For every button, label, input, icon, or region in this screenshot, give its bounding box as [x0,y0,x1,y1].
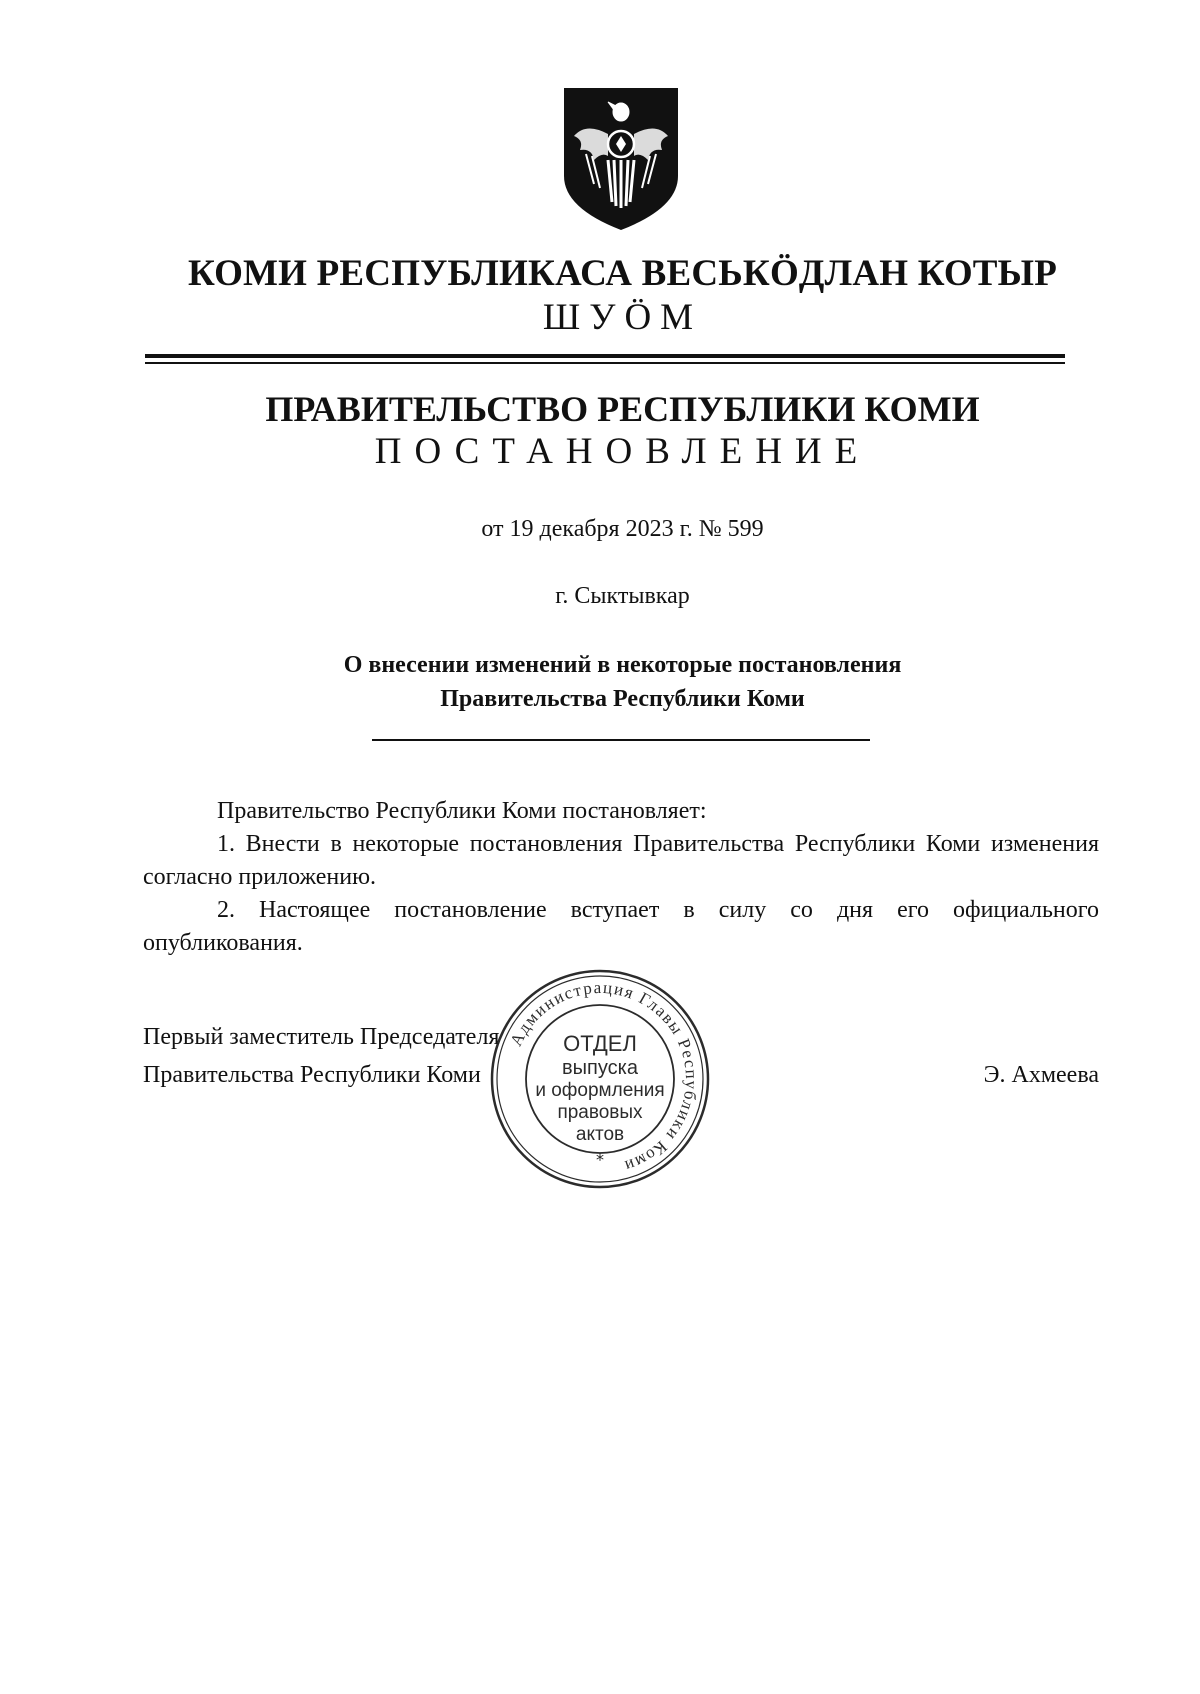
seal-center-line-1: ОТДЕЛ [563,1031,637,1056]
document-subject [0,648,1200,716]
komi-government-title: КОМИ РЕСПУБЛИКАСА ВЕСЬКӦДЛАН КОТЫР [187,253,1058,294]
body-item-2: 2. Настоящее постановление вступает в силу со дня его официального опубликования. [143,897,1099,956]
signer-title-line-1: Первый заместитель Председателя [143,1024,500,1050]
body-item-1: 1. Внести в некоторые постановления Правительства Республики Коми изменения согласно приложению. [143,831,1099,890]
document-body [143,795,1099,960]
seal-ring-text: Администрация Главы Республики Коми [506,977,702,1177]
seal-center-line-3: и оформления [535,1080,665,1101]
signer-title-line-2: Правительства Республики Коми [143,1062,481,1088]
header-double-rule-bottom [145,362,1065,364]
komi-coat-of-arms-icon [556,84,686,232]
signer-title [143,1018,499,1094]
seal-center-line-2: выпуска [562,1057,638,1079]
document-city: г. Сыктывкар [555,583,690,609]
body-intro: Правительство Республики Коми постановляет: [217,798,707,824]
header-double-rule-top [145,354,1065,358]
document-type: ПОСТАНОВЛЕНИЕ [374,431,871,472]
government-title: ПРАВИТЕЛЬСТВО РЕСПУБЛИКИ КОМИ [265,389,980,429]
subject-line-2: Правительства Республики Коми [440,686,805,712]
komi-document-type: ШУӦМ [542,297,703,338]
document-date-number: от 19 декабря 2023 г. № 599 [481,516,764,542]
official-seal-icon [486,965,714,1193]
seal-center-line-5: актов [575,1124,625,1145]
subject-line-1: О внесении изменений в некоторые постановления [343,652,902,678]
seal-center-line-4: правовых [557,1102,643,1123]
signer-name: Э. Ахмеева [983,1062,1099,1088]
subject-underline [372,739,870,741]
svg-text:*: * [596,1150,604,1169]
